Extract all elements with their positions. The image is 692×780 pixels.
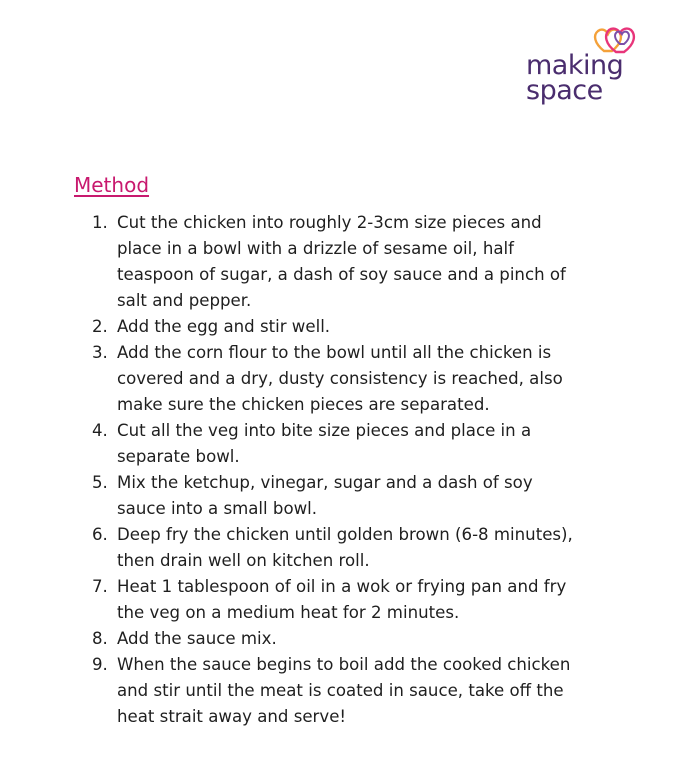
method-step <box>92 314 612 340</box>
step-text-line: Mix the ketchup, vinegar, sugar and a dash of soy <box>117 473 533 492</box>
method-heading: Method <box>74 173 150 197</box>
step-number: 7. <box>92 577 108 596</box>
method-step <box>92 418 612 470</box>
step-text-line: When the sauce begins to boil add the cooked chicken <box>117 655 571 674</box>
step-text-line: Add the corn flour to the bowl until all the chicken is <box>117 343 552 362</box>
method-step <box>92 626 612 652</box>
logo-text-line1: making <box>526 50 624 81</box>
step-text-line: Cut the chicken into roughly 2-3cm size pieces and <box>117 213 542 232</box>
step-text-line: then drain well on kitchen roll. <box>117 551 370 570</box>
step-text-line: separate bowl. <box>117 447 240 466</box>
method-step <box>92 652 612 730</box>
step-text-line: Add the egg and stir well. <box>117 317 331 336</box>
method-step <box>92 210 612 314</box>
step-number: 4. <box>92 421 108 440</box>
step-number: 2. <box>92 317 108 336</box>
step-text-line: and stir until the meat is coated in sauce, take off the <box>117 681 564 700</box>
step-text-line: sauce into a small bowl. <box>117 499 318 518</box>
step-number: 3. <box>92 343 108 362</box>
logo-text-line2: space <box>526 75 603 106</box>
step-number: 6. <box>92 525 108 544</box>
step-text-line: make sure the chicken pieces are separated. <box>117 395 490 414</box>
step-text-line: heat strait away and serve! <box>117 707 347 726</box>
step-number: 5. <box>92 473 108 492</box>
step-text-line: Heat 1 tablespoon of oil in a wok or frying pan and fry <box>117 577 567 596</box>
step-text-line: Cut all the veg into bite size pieces and place in a <box>117 421 532 440</box>
step-text-line: covered and a dry, dusty consistency is reached, also <box>117 369 563 388</box>
method-step <box>92 522 612 574</box>
method-step <box>92 340 612 418</box>
method-step <box>92 574 612 626</box>
step-number: 9. <box>92 655 108 674</box>
method-step <box>92 470 612 522</box>
step-number: 8. <box>92 629 108 648</box>
making-space-logo <box>520 24 640 109</box>
step-text-line: salt and pepper. <box>117 291 252 310</box>
step-text-line: teaspoon of sugar, a dash of soy sauce and a pinch of <box>117 265 566 284</box>
step-text-line: the veg on a medium heat for 2 minutes. <box>117 603 460 622</box>
step-text-line: Add the sauce mix. <box>117 629 277 648</box>
step-text-line: Deep fry the chicken until golden brown (6-8 minutes), <box>117 525 573 544</box>
method-steps-list <box>92 210 612 730</box>
step-number: 1. <box>92 213 108 232</box>
step-text-line: place in a bowl with a drizzle of sesame oil, half <box>117 239 514 258</box>
